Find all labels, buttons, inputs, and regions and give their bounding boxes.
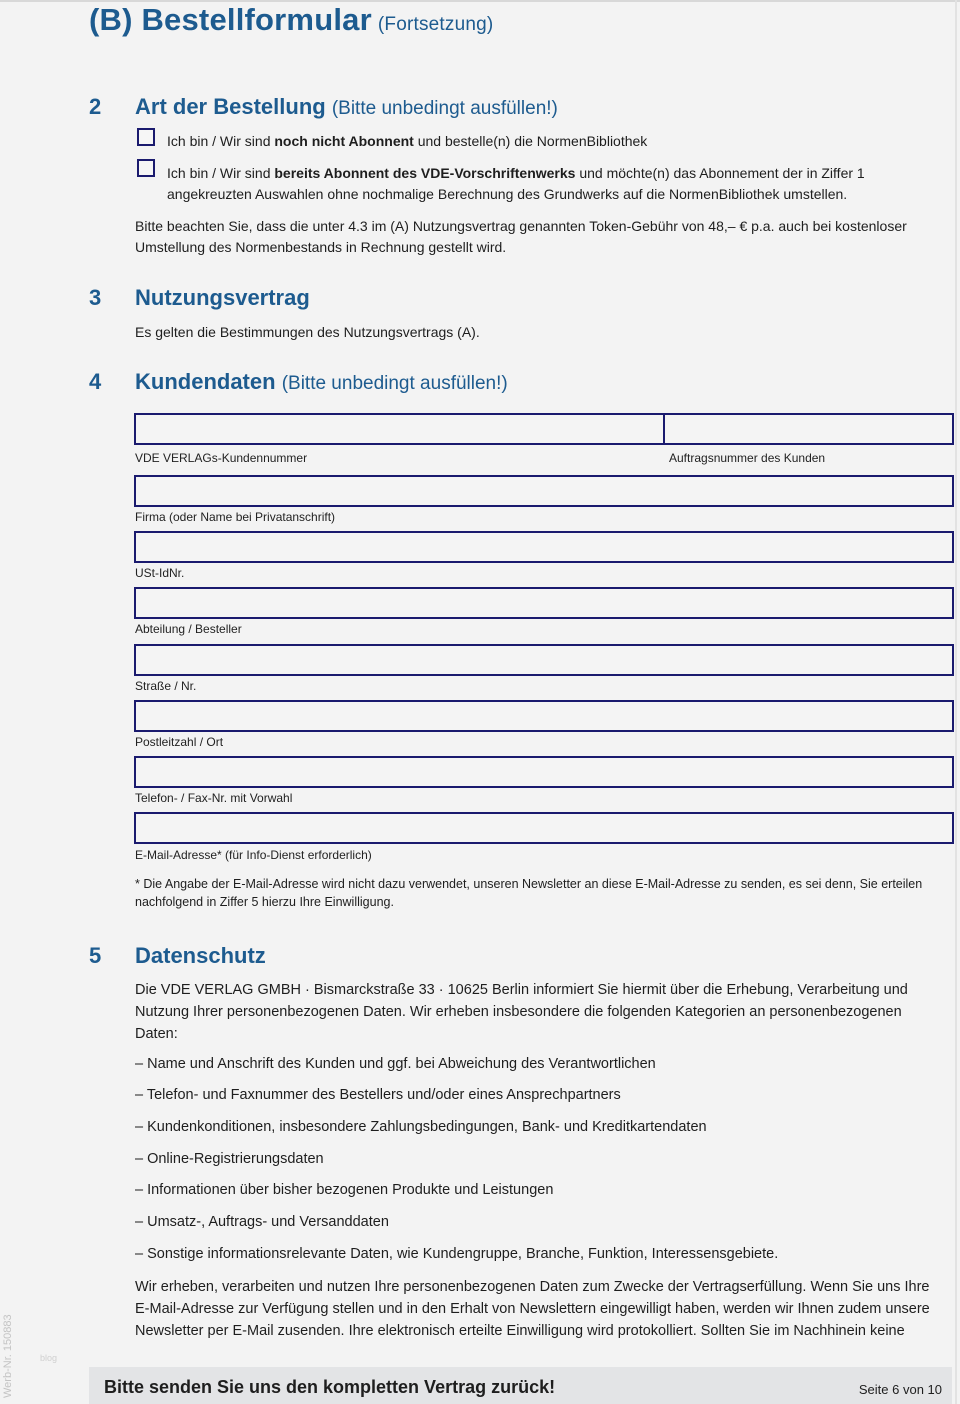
firma-label: Firma (oder Name bei Privatanschrift) — [135, 510, 336, 524]
data-category-item: – Sonstige informationsrelevante Daten, wie Kundengruppe, Branche, Funktion, Interessensgebiete. — [135, 1246, 779, 1262]
strasse-label: Straße / Nr. — [135, 679, 197, 693]
auftragsnummer-label: Auftragsnummer des Kunden — [669, 451, 826, 465]
auftragsnummer-input[interactable] — [663, 413, 954, 445]
ustid-input[interactable] — [134, 531, 954, 563]
option-1-bold: noch nicht Abonnent — [274, 133, 414, 149]
section-2-note — [135, 216, 907, 258]
abteilung-label: Abteilung / Besteller — [135, 622, 242, 636]
right-rule — [955, 0, 957, 1404]
data-category-item: – Umsatz-, Auftrags- und Versanddaten — [135, 1214, 389, 1230]
option-2-bold: bereits Abonnent des VDE-Vorschriftenwerks — [274, 165, 576, 181]
werb-nr-reference: Werb-Nr. 150883 — [2, 1314, 14, 1398]
option-noch-nicht-abonnent — [167, 131, 647, 152]
option-1-suffix: und bestelle(n) die NormenBibliothek — [413, 133, 648, 149]
section-3-title: Nutzungsvertrag — [135, 285, 310, 310]
telefon-input[interactable] — [134, 756, 954, 788]
page-title-subtitle: (Fortsetzung) — [377, 14, 494, 35]
checkbox-noch-nicht-abonnent[interactable] — [137, 128, 155, 146]
checkbox-bereits-abonnent[interactable] — [137, 159, 155, 177]
telefon-label: Telefon- / Fax-Nr. mit Vorwahl — [135, 791, 293, 805]
section-3-text: Es gelten die Bestimmungen des Nutzungsvertrags (A). — [135, 324, 480, 340]
option-2-suffix: und möchte(n) das Abonnement der in Ziffer 1 — [575, 165, 865, 181]
section-2-number: 2 — [89, 94, 102, 119]
plz-ort-input[interactable] — [134, 700, 954, 732]
data-category-item: – Name und Anschrift des Kunden und ggf. bei Abweichung des Verantwortlichen — [135, 1056, 656, 1072]
email-footnote-line1: * Die Angabe der E-Mail-Adresse wird nicht dazu verwendet, unseren Newsletter an diese E-Mail-Adresse zu senden, es sei denn, Sie erteilen — [135, 877, 923, 891]
footer-message: Bitte senden Sie uns den kompletten Vertrag zurück! — [104, 1377, 556, 1397]
section-2-note-line2: Umstellung des Normenbestands in Rechnung gestellt wird. — [135, 239, 507, 255]
section-5-heading — [135, 943, 266, 969]
section-5-title: Datenschutz — [135, 943, 266, 968]
data-category-item: – Informationen über bisher bezogenen Produkte und Leistungen — [135, 1182, 554, 1198]
kundennummer-label: VDE VERLAGs-Kundennummer — [135, 451, 308, 465]
strasse-input[interactable] — [134, 644, 954, 676]
data-category-item: – Kundenkonditionen, insbesondere Zahlungsbedingungen, Bank- und Kreditkartendaten — [135, 1119, 707, 1135]
email-label: E-Mail-Adresse* (für Info-Dienst erforderlich) — [135, 848, 372, 862]
data-category-item: – Telefon- und Faxnummer des Bestellers und/oder eines Ansprechpartners — [135, 1087, 621, 1103]
plz-ort-label: Postleitzahl / Ort — [135, 735, 224, 749]
footer-bar — [89, 1367, 952, 1404]
kundennummer-input[interactable] — [134, 413, 665, 445]
option-2-prefix: Ich bin / Wir sind — [167, 165, 275, 181]
section-4-heading — [135, 369, 508, 395]
data-category-item: – Online-Registrierungsdaten — [135, 1151, 324, 1167]
section-5-closing: Wir erheben, verarbeiten und nutzen Ihre personenbezogenen Daten zum Zwecke der Vertragserfüllung. Wenn Sie uns Ihre E-Mail-Adresse zur Verfügung stellen und in den Erhalt von Newslettern eingewilligt haben, werden wir Ihnen zudem unsere Newsletter per E-Mail zusenden. Ihre elektronisch erteilte Einwilligung wird protokolliert. Sollten Sie im Nachhinein keine — [135, 1279, 930, 1339]
section-4-number: 4 — [89, 369, 102, 394]
page-title-main: (B) Bestellformular — [89, 2, 372, 37]
firma-input[interactable] — [134, 475, 954, 507]
section-2-title: Art der Bestellung — [135, 94, 326, 119]
section-2-note-line1: Bitte beachten Sie, dass die unter 4.3 im (A) Nutzungsvertrag genannten Token-Gebühr von 48,– € p.a. auch bei kostenloser — [135, 218, 907, 234]
page-indicator: Seite 6 von 10 — [858, 1382, 942, 1397]
page-title — [89, 2, 493, 38]
option-bereits-abonnent — [167, 163, 865, 205]
option-2-line2: angekreuzten Auswahlen ohne nochmalige Berechnung des Grundwerks auf die NormenBibliothek umstellen. — [167, 186, 848, 202]
watermark: blog — [40, 1353, 58, 1363]
email-footnote-line2: nachfolgend in Ziffer 5 hierzu Ihre Einwilligung. — [135, 895, 394, 909]
section-3-number: 3 — [89, 285, 102, 310]
section-5-intro: Die VDE VERLAG GMBH · Bismarckstraße 33 · 10625 Berlin informiert Sie hiermit über die Erhebung, Verarbeitung und Nutzung Ihrer personenbezogenen Daten. Wir erheben insbesondere die folgenden Kategorien an personenbezogenen Daten: — [135, 982, 908, 1042]
ustid-label: USt-IdNr. — [135, 566, 185, 580]
section-4-hint: (Bitte unbedingt ausfüllen!) — [281, 373, 508, 394]
option-1-prefix: Ich bin / Wir sind — [167, 133, 275, 149]
section-2-hint: (Bitte unbedingt ausfüllen!) — [331, 98, 558, 119]
section-2-heading — [135, 94, 558, 120]
email-input[interactable] — [134, 812, 954, 844]
email-footnote — [135, 875, 945, 911]
section-5-number: 5 — [89, 943, 102, 968]
section-4-title: Kundendaten — [135, 369, 276, 394]
section-3-heading — [135, 285, 310, 311]
abteilung-input[interactable] — [134, 587, 954, 619]
